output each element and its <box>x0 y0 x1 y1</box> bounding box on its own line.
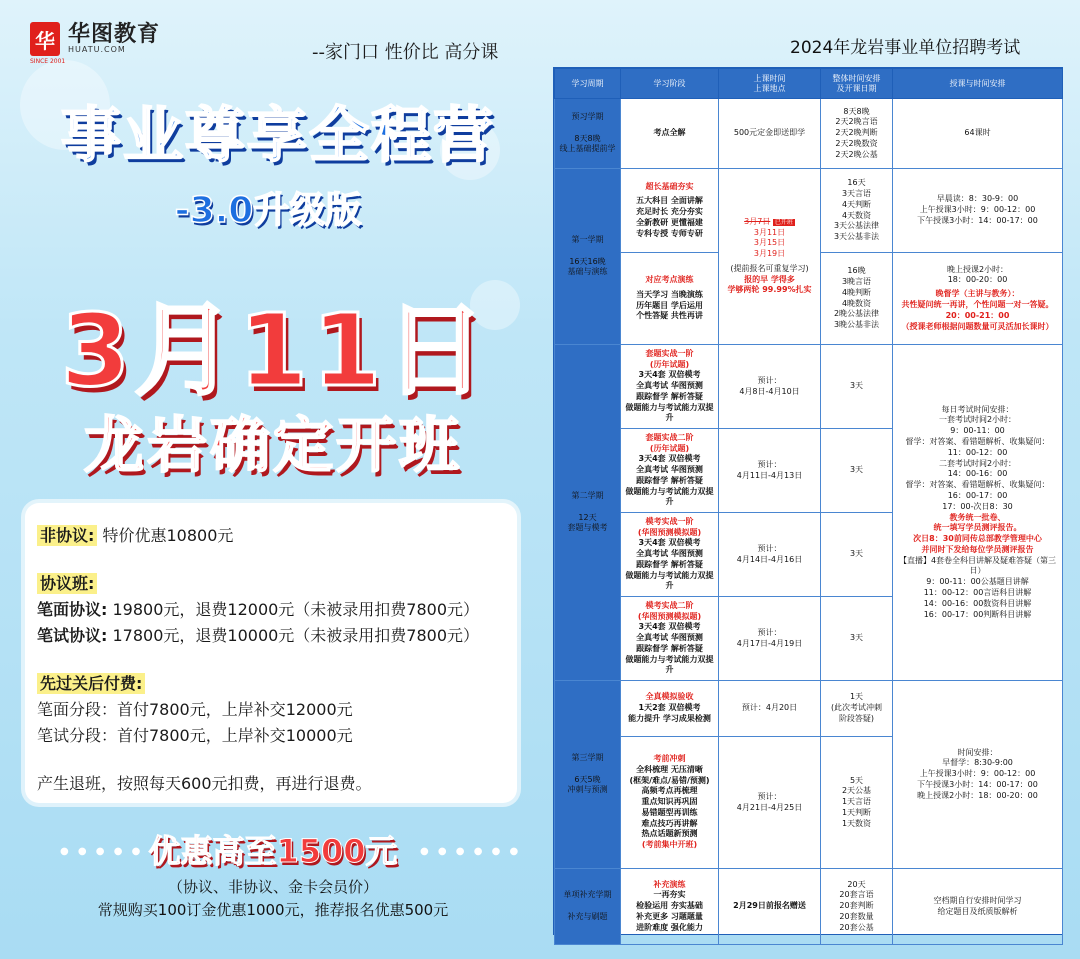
evening-supervision: 晚督学（主讲与教务）： 共性疑问统一再讲，个性问题一对一答疑。 20：00-21：00 <box>901 289 1054 320</box>
pay-later-title: 先过关后付费: <box>37 673 145 694</box>
place-cell: 2月29日前报名赠送 <box>719 869 821 945</box>
overall-cell: 3天 <box>821 345 893 429</box>
pay-exam-row: 笔试分段：首付7800元，上岸补交10000元 <box>37 726 353 745</box>
early-note: 报的早 学得多 学够两轮 99.99%扎实 <box>727 274 812 295</box>
stage-cell <box>621 429 719 513</box>
header-overall: 整体时间安排 及开课日期 <box>821 69 893 99</box>
place-cell: 预计： 4月14日-4月16日 <box>719 513 821 597</box>
place-cell: 预计： 4月17日-4月19日 <box>719 597 821 681</box>
period-preview: 预习学期 8天8晚 线上基础提前学 <box>555 99 621 169</box>
agreement-title: 协议班: <box>37 573 97 594</box>
non-agreement-value: 特价优惠10800元 <box>102 526 234 545</box>
stage-body: 五大科目 全面讲解 充足时长 充分夯实 全新教研 更懂福建 专科专授 专师专研 <box>636 196 703 238</box>
stage-cell <box>621 737 719 869</box>
place-cell: 预计：4月20日 <box>719 681 821 737</box>
dropout-policy: 产生退班，按照每天600元扣费，再进行退费。 <box>37 774 372 793</box>
exam-agreement-label: 笔试协议: <box>37 626 108 645</box>
exam-schedule: 每日考试时间安排： 一套考试时间2小时： 9：00-11：00 督学：对答案、看错题解析、收集疑问： 11：00-12：00 二套考试时间2小时： 14：00-16：00 督学：对答案、看错题解析、收集疑问： 16：00-17：00 17：00-次日8：30 <box>905 404 1050 511</box>
non-agreement-label: 非协议: <box>37 525 97 546</box>
tagline: --家门口 性价比 高分课 <box>312 42 499 63</box>
pay-written-row: 笔面分段：首付7800元，上岸补交12000元 <box>37 700 353 719</box>
stage-cell <box>621 513 719 597</box>
written-agreement-value: 19800元，退费12000元（未被录用扣费7800元） <box>112 600 480 619</box>
table-row <box>555 345 1063 429</box>
overall-cell: 3天 <box>821 513 893 597</box>
header-time-place: 上课时间 上课地点 <box>719 69 821 99</box>
stage-cell <box>621 169 719 253</box>
overall-cell: 16晚 3晚言语 4晚判断 4晚数资 2晚公基法律 3晚公基非法 <box>821 253 893 345</box>
table-row <box>555 869 1063 945</box>
header-arrangement: 授课与时间安排 <box>893 69 1063 99</box>
main-headline: 事业尊享全程营 <box>61 101 495 171</box>
header-stage: 学习阶段 <box>621 69 719 99</box>
overall-cell: 16天 3天言语 4天判断 4天数资 3天公基法律 3天公基非法 <box>821 169 893 253</box>
stage-body: 3天4套 双倍模考 全真考试 华图预测 跟踪督学 解析答疑 做题能力与考试能力双提升 <box>625 538 714 591</box>
stage-cell <box>621 345 719 429</box>
overall-cell: 3天 <box>821 429 893 513</box>
period-extra: 单项补充学期 补充与刷题 <box>555 869 621 945</box>
place-cell: 500元定金即送即学 <box>719 99 821 169</box>
table-row <box>555 99 1063 169</box>
stage-body: 3天4套 双倍模考 全真考试 华图预测 跟踪督学 解析答疑 做题能力与考试能力双提升 <box>625 454 714 507</box>
brand-since: SINCE 2001 <box>30 58 66 65</box>
class-dates: 3月11日 3月15日 3月19日 <box>753 227 786 259</box>
stage-cell <box>621 253 719 345</box>
repeat-note: (提前报名可重复学习) <box>730 263 809 273</box>
arrangement-cell: 64课时 <box>893 99 1063 169</box>
period-second: 第二学期 12天 套题与模考 <box>555 345 621 681</box>
table-row <box>555 681 1063 737</box>
table-header-row <box>555 69 1063 99</box>
non-agreement-row <box>37 523 233 546</box>
written-agreement-label: 笔面协议: <box>37 600 108 619</box>
schedule-table <box>553 67 1063 935</box>
sub-headline: -3.0升级版 <box>174 190 362 231</box>
struck-date: 3月7日 <box>744 216 771 226</box>
overall-cell: 8天8晚 2天2晚言语 2天2晚判断 2天2晚数资 2天2晚公基 <box>821 99 893 169</box>
stage-body: 全科梳理 无压清晰 (框架/难点/易错/预测) 高频考点再梳理 重点知识再巩固 易错题型再训练 难点技巧再讲解 热点话题新预测 <box>629 764 710 839</box>
arrangement-cell: 早晨读：8：30-9：00 上午授课3小时：9：00-12：00 下午授课3小时：14：00-17：00 <box>893 169 1063 253</box>
written-agreement-row <box>37 597 479 620</box>
place-cell: 预计： 4月11日-4月13日 <box>719 429 821 513</box>
class-open-notice: 龙岩确定开班 <box>84 411 462 481</box>
member-note: （协议、非协议、金卡会员价） <box>167 878 378 896</box>
stage-title: 超长基础夯实 <box>645 181 694 191</box>
stage-title: 考前冲刺 <box>653 753 686 763</box>
dots-decoration: ● ● ● ● ● ● <box>60 846 162 857</box>
stage-title: 全真模拟验收 <box>645 692 694 702</box>
stage-body: 当天学习 当晚演练 历年题目 学后运用 个性答疑 共性再讲 <box>636 289 703 321</box>
stage-body: 1天2套 双倍模考 能力提升 学习成果检测 <box>628 703 711 723</box>
place-cell: 预计： 4月8日-4月10日 <box>719 345 821 429</box>
place-cell: 预计： 4月21日-4月25日 <box>719 737 821 869</box>
header-period: 学习周期 <box>555 69 621 99</box>
stage-title: 补充演练 <box>653 879 686 889</box>
brand-logo <box>30 22 161 65</box>
period-third: 第三学期 6天5晚 冲刺与预测 <box>555 681 621 869</box>
stage-cell: 考点全解 <box>621 99 719 169</box>
arrangement-cell <box>893 345 1063 681</box>
stage-title: 对应考点演练 <box>645 274 694 284</box>
stage-title: 套题实战二阶 (历年试题) <box>645 432 694 453</box>
stage-body: 3天4套 双倍模考 全真考试 华图预测 跟踪督学 解析答疑 做题能力与考试能力双提升 <box>625 622 714 675</box>
evening-class: 晚上授课2小时： 18：00-20：00 <box>946 264 1009 285</box>
stage-title: 模考实战二阶 (华图预测模拟题) <box>637 600 702 621</box>
stage-body: 3天4套 双倍模考 全真考试 华图预测 跟踪督学 解析答疑 做题能力与考试能力双提升 <box>625 370 714 423</box>
stage-body: 一再夯实 检验运用 夯实基础 补充更多 习题题量 进阶难度 强化能力 <box>636 890 703 932</box>
overall-cell: 3天 <box>821 597 893 681</box>
start-date: 3月11日 <box>60 292 490 409</box>
stage-title: 模考实战一阶 (华图预测模拟题) <box>637 516 702 537</box>
overall-cell: 20天 20套言语 20套判断 20套数量 20套公基 <box>821 869 893 945</box>
stage-title: 套题实战一阶 (历年试题) <box>645 348 694 369</box>
stage-cell <box>621 597 719 681</box>
discount-headline: 优惠高至1500元 <box>148 832 398 870</box>
exam-agreement-value: 17800元，退费10000元（未被录用扣费7800元） <box>112 626 480 645</box>
huatu-logo-icon: 华 <box>30 22 60 56</box>
pay-later-title-row <box>37 671 145 694</box>
arrangement-cell <box>893 253 1063 345</box>
exam-agreement-row <box>37 623 479 646</box>
overall-cell: 5天 2天公基 1天言语 1天判断 1天数资 <box>821 737 893 869</box>
arrangement-cell: 空档期自行安排时间学习 给定题目及纸质版解析 <box>893 869 1063 945</box>
table-row <box>555 169 1063 253</box>
grading-note: 教务统一批卷、 统一填写学员测评报告。 次日8：30前同传总部教学管理中心 并同时下发给每位学员测评报告 <box>913 512 1042 554</box>
brand-site: HUATU.COM <box>68 45 126 55</box>
arrangement-cell: 时间安排： 早督学：8:30-9:00 上午授课3小时：9：00-12：00 下午授课3小时：14：00-17：00 晚上授课2小时：18：00-20：00 <box>893 681 1063 869</box>
period-first: 第一学期 16天16晚 基础与演练 <box>555 169 621 345</box>
document-title: 2024年龙岩事业单位招聘考试 <box>790 38 1021 58</box>
deposit-note: 常规购买100订金优惠1000元，推荐报名优惠500元 <box>97 901 449 919</box>
intensive-note: (考前集中开班) <box>641 840 698 850</box>
opened-badge: 已开班 <box>774 218 793 226</box>
brand-name: 华图教育 <box>68 22 161 48</box>
agreement-title-row <box>37 571 97 594</box>
live-review: 【直播】4套卷全科目讲解及疑难答疑（第三日） 9：00-11：00公基题目讲解 11：00-12：00言语科目讲解 14：00-16：00数资科目讲解 16：00-17：00判断科目讲解 <box>898 555 1057 619</box>
place-cell <box>719 169 821 345</box>
stage-cell <box>621 869 719 945</box>
price-card <box>25 503 517 803</box>
flexible-note: （授课老师根据问题数量可灵活加长课时） <box>901 321 1054 331</box>
dots-decoration: ● ● ● ● ● ● <box>420 846 522 857</box>
overall-cell: 1天 (此次考试冲刺 阶段答疑) <box>821 681 893 737</box>
stage-cell <box>621 681 719 737</box>
